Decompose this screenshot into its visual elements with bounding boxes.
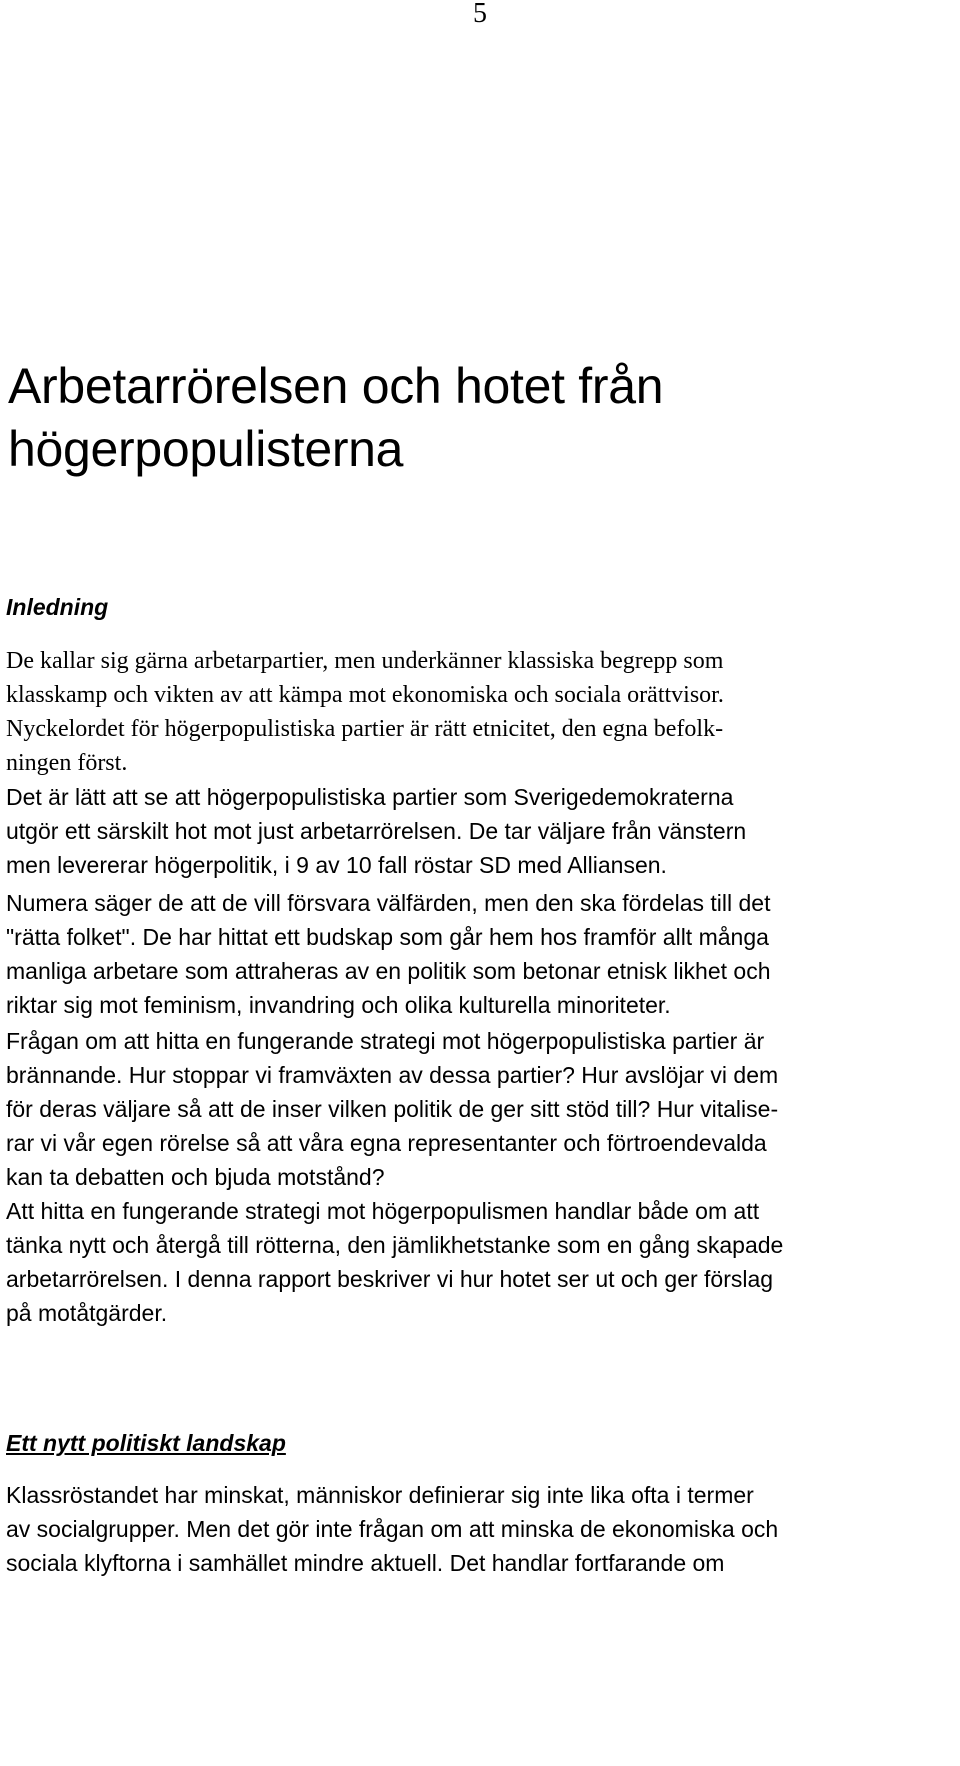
text-line: riktar sig mot feminism, invandring och olika kulturella minoriteter. [6, 992, 671, 1018]
text-line: på motåtgärder. [6, 1300, 168, 1326]
text-line: men levererar högerpolitik, i 9 av 10 fall röstar SD med Alliansen. [6, 852, 667, 878]
text-line: kan ta debatten och bjuda motstånd? [6, 1164, 385, 1190]
title-line: Arbetarrörelsen och hotet från [8, 358, 664, 414]
text-line: manliga arbetare som attraheras av en politik som betonar etnisk likhet och [6, 958, 771, 984]
text-line: för deras väljare så att de inser vilken politik de ger sitt stöd till? Hur vitalise- [6, 1096, 779, 1122]
paragraph [6, 644, 946, 780]
title-line: högerpopulisterna [8, 421, 404, 477]
text-line: tänka nytt och återgå till rötterna, den jämlikhetstanke som en gång skapade [6, 1232, 784, 1258]
text-line: "rätta folket". De har hittat ett budskap som går hem hos framför allt många [6, 924, 769, 950]
paragraph [6, 780, 946, 882]
section-heading-ett-nytt-politiskt-landskap: Ett nytt politiskt landskap [6, 1430, 286, 1456]
document-title [8, 355, 948, 481]
text-line: klasskamp och vikten av att kämpa mot ekonomiska och sociala orättvisor. [6, 682, 724, 708]
text-line: Nyckelordet för högerpopulistiska partier är rätt etnicitet, den egna befolk- [6, 716, 724, 742]
section-heading-inledning: Inledning [6, 594, 109, 620]
text-line: sociala klyftorna i samhället mindre aktuell. Det handlar fortfarande om [6, 1550, 725, 1576]
text-line: av socialgrupper. Men det gör inte frågan om att minska de ekonomiska och [6, 1516, 779, 1542]
paragraph [6, 1024, 946, 1194]
text-line: Klassröstandet har minskat, människor definierar sig inte lika ofta i termer [6, 1482, 754, 1508]
page-number: 5 [473, 0, 487, 29]
text-line: De kallar sig gärna arbetarpartier, men underkänner klassiska begrepp som [6, 648, 724, 674]
text-line: Det är lätt att se att högerpopulistiska partier som Sverigedemokraterna [6, 784, 734, 810]
paragraph [6, 1194, 946, 1330]
paragraph [6, 886, 946, 1022]
text-line: Att hitta en fungerande strategi mot högerpopulismen handlar både om att [6, 1198, 760, 1224]
text-line: ningen först. [6, 750, 128, 776]
text-line: arbetarrörelsen. I denna rapport beskriver vi hur hotet ser ut och ger förslag [6, 1266, 774, 1292]
text-line: Numera säger de att de vill försvara välfärden, men den ska fördelas till det [6, 890, 771, 916]
text-line: brännande. Hur stoppar vi framväxten av dessa partier? Hur avslöjar vi dem [6, 1062, 779, 1088]
text-line: utgör ett särskilt hot mot just arbetarrörelsen. De tar väljare från vänstern [6, 818, 747, 844]
paragraph [6, 1478, 946, 1580]
text-line: Frågan om att hitta en fungerande strategi mot högerpopulistiska partier är [6, 1028, 765, 1054]
text-line: rar vi vår egen rörelse så att våra egna representanter och förtroendevalda [6, 1130, 767, 1156]
